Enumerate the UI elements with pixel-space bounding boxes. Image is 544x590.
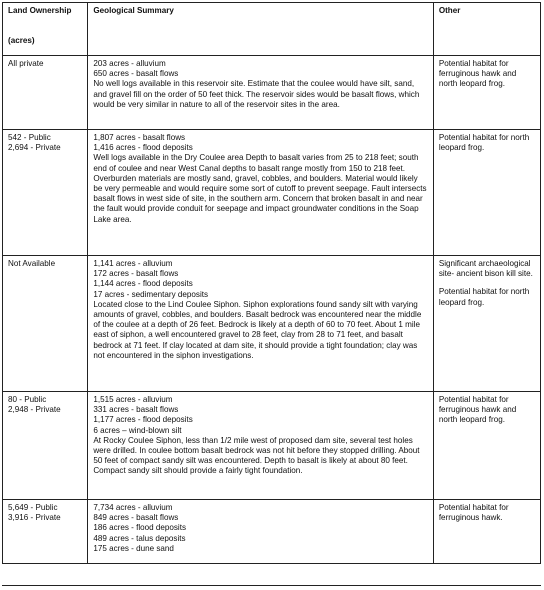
land-ownership-cell	[3, 392, 88, 500]
land-ownership-value: Not Available	[8, 259, 56, 268]
header-land-ownership	[3, 3, 88, 56]
header-land-units: (acres)	[8, 36, 35, 46]
acreage-line: 1,515 acres - alluvium	[93, 395, 173, 404]
geological-summary-cell	[88, 130, 433, 256]
land-private-value: 3,916 - Private	[8, 513, 61, 523]
geological-summary-cell	[88, 256, 433, 392]
summary-text: No well logs available in this reservoir site. Estimate that the coulee would have silt, sand, and gravel fill on the order of 50 feet thick. The reservoir sides would be basalt flows, which would be very similar in nature to all of the reservoir sites in the area.	[93, 79, 420, 109]
acreage-line: 1,144 acres - flood deposits	[93, 279, 193, 289]
acreage-line: 650 acres - basalt flows	[93, 69, 179, 79]
other-cell	[433, 500, 540, 564]
other-note: Potential habitat for ferruginous hawk and north leopard frog.	[438, 395, 517, 425]
other-cell	[433, 392, 540, 500]
other-note: Potential habitat for ferruginous hawk.	[438, 503, 509, 523]
table-row	[3, 130, 541, 256]
ownership-geology-table	[2, 2, 541, 564]
land-ownership-cell	[3, 500, 88, 564]
other-note: Significant archaeological site- ancient bison kill site.	[438, 259, 533, 279]
other-note: Potential habitat for north leopard frog.	[438, 287, 530, 307]
table-row	[3, 56, 541, 130]
land-private-value: 2,694 - Private	[8, 143, 61, 153]
acreage-line: 203 acres - alluvium	[93, 59, 166, 68]
other-cell	[433, 130, 540, 256]
table-row	[3, 500, 541, 564]
header-land-label: Land Ownership	[8, 6, 72, 15]
other-note: Potential habitat for ferruginous hawk and north leopard frog.	[438, 59, 517, 89]
geological-summary-cell	[88, 392, 433, 500]
land-public-value: 80 - Public	[8, 395, 47, 404]
page-bottom-rule	[2, 585, 541, 586]
acreage-line: 849 acres - basalt flows	[93, 513, 179, 523]
geological-summary-cell	[88, 500, 433, 564]
land-public-value: 5,649 - Public	[8, 503, 58, 512]
table-row	[3, 392, 541, 500]
acreage-line: 489 acres - talus deposits	[93, 533, 186, 543]
land-ownership-cell	[3, 56, 88, 130]
summary-text: Located close to the Lind Coulee Siphon. Siphon explorations found sandy silt with varying amounts of gravel, cobbles, and boulders. Basalt bedrock was encountered near the middle of the coulee at a depth of 26 feet. Bedrock is likely at a depth of 60 to 70 feet. About 1 mile east of siphon, a well encountered gravel to 28 feet, clay from 28 to 71 feet, and basalt bedrock at 71 feet. If clay located at dam site, it should provide a tight foundation; clay was not encountered in the siphon investigations.	[93, 299, 422, 360]
header-other: Other	[433, 3, 540, 56]
land-public-value: 542 - Public	[8, 133, 51, 142]
acreage-line: 7,734 acres - alluvium	[93, 503, 173, 512]
other-cell	[433, 256, 540, 392]
acreage-line: 172 acres - basalt flows	[93, 269, 179, 279]
land-ownership-cell	[3, 130, 88, 256]
acreage-line: 175 acres - dune sand	[93, 543, 174, 553]
acreage-line: 186 acres - flood deposits	[93, 523, 187, 533]
acreage-line: 17 acres - sedimentary deposits	[93, 289, 209, 299]
acreage-line: 331 acres - basalt flows	[93, 405, 179, 415]
acreage-line: 1,416 acres - flood deposits	[93, 143, 193, 153]
acreage-line: 1,807 acres - basalt flows	[93, 133, 186, 142]
table-row	[3, 256, 541, 392]
table-header-row	[3, 3, 541, 56]
summary-text: Well logs available in the Dry Coulee area Depth to basalt varies from 25 to 218 feet; south end of coulee and near West Canal depths to basalt range mostly from 150 to 218 feet. Overburden materials are mostly sand, gravel, cobbles, and boulders. Material would likely be very permeable and would require some sort of cutoff to prevent seepage. Fault intersects basalt flows in west side of site, in the southern arm. Concern that broken basalt in and near the fault would provide conduit for seepage and impact groundwater conditions in the Soap Lake area.	[93, 153, 427, 224]
land-ownership-cell	[3, 256, 88, 392]
ownership-geology-table-container	[2, 2, 541, 564]
acreage-line: 1,141 acres - alluvium	[93, 259, 173, 268]
summary-text: At Rocky Coulee Siphon, less than 1/2 mile west of proposed dam site, several test holes were drilled. In coulee bottom basalt bedrock was not hit before they stopped drilling. About 50 feet of compact sandy silt was encountered. Depth to basalt is likely at about 80 feet. Compact sandy silt should provide a fairly tight foundation.	[93, 435, 420, 476]
header-geological-summary: Geological Summary	[88, 3, 433, 56]
other-cell	[433, 56, 540, 130]
acreage-line: 6 acres – wind-blown silt	[93, 425, 182, 435]
land-private-value: 2,948 - Private	[8, 405, 61, 415]
acreage-line: 1,177 acres - flood deposits	[93, 415, 193, 425]
other-note: Potential habitat for north leopard frog.	[438, 133, 530, 153]
geological-summary-cell	[88, 56, 433, 130]
land-ownership-value: All private	[8, 59, 44, 68]
